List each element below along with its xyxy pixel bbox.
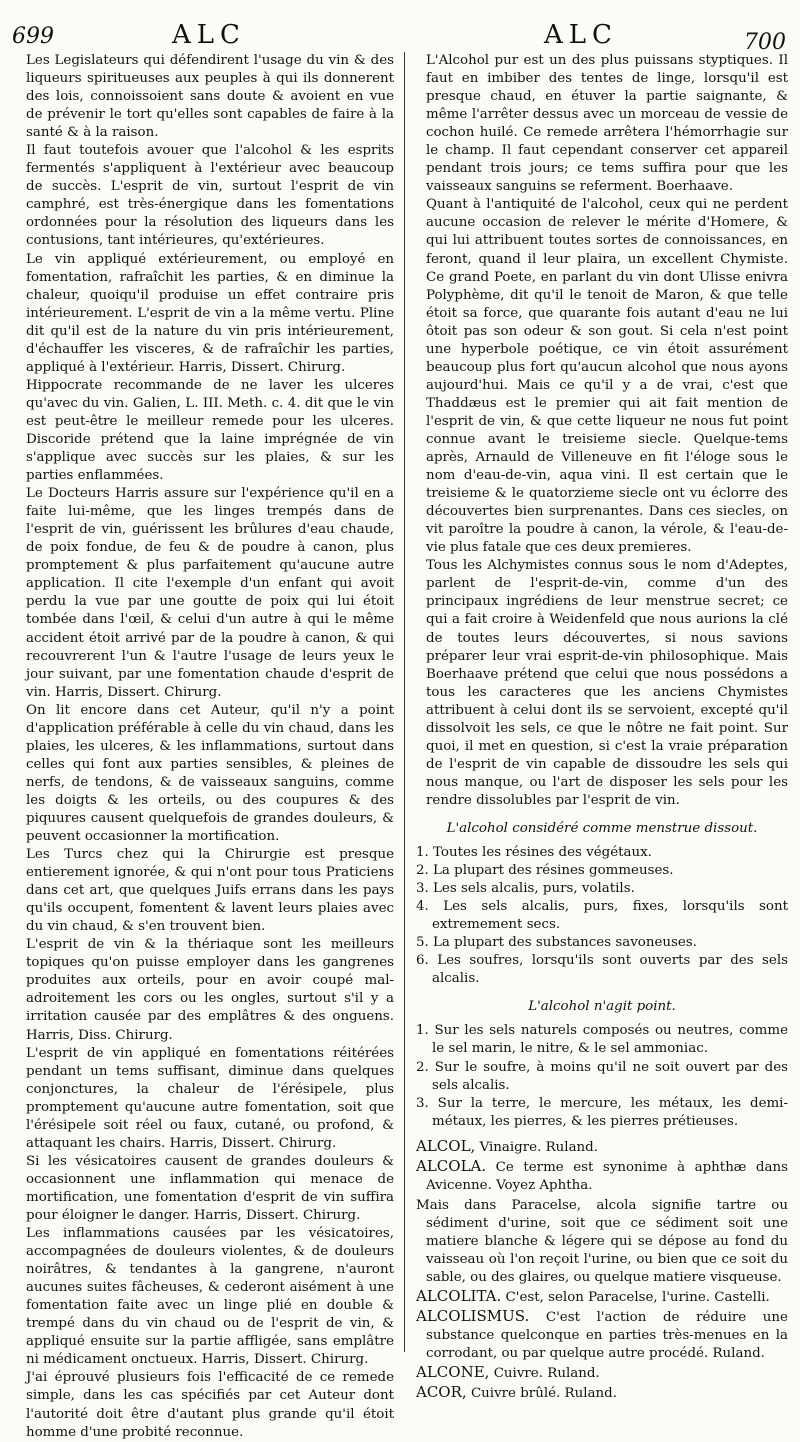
paragraph: Le Docteurs Harris assure sur l'expérience qu'il en a faite lui-même, que les linges trempés dans de l'esprit de vin, guérissent les brûlures d'eau chaude, de poix fondue, de feu & de poudre à canon, plus promptement & plus parfaitement qu'aucune autre application. Il cite l'exemple d'un enfant qui avoit perdu la vue par une goutte de poix qui lui étoit tombée dans l'œil, & celui d'un autre à qui le même accident étoit arrivé par de la poudre à canon, & qui recouvrerent l'un & l'autre l'usage de leurs yeux le jour suivant, par une fomentation chaude d'esprit de vin. Harris, Dissert. Chirurg.: [26, 486, 394, 700]
page-number-right: 700: [744, 30, 786, 55]
dictionary-entry: [416, 1137, 788, 1157]
entry-term: ALCONE,: [416, 1363, 490, 1382]
entry-term: ACOR,: [416, 1383, 467, 1402]
list-item: 4. Les sels alcalis, purs, fixes, lorsqu'ils sont extremement secs.: [416, 899, 788, 933]
dictionary-entry: [416, 1195, 788, 1287]
entry-text: Vinaigre. Ruland.: [479, 1139, 599, 1155]
paragraph: Les Turcs chez qui la Chirurgie est presque entierement ignorée, & qui n'ont pour tous Praticiens dans cet art, que quelques Juifs errans dans les pays qu'ils occupent, fomentent & lavent leurs plaies avec du vin chaud, & s'en trouvent bien.: [26, 847, 394, 935]
entry-text: Ce terme est synonime à aphthæ dans Avicenne. Voyez Aphtha.: [426, 1159, 788, 1193]
entry-text: Cuivre brûlé. Ruland.: [470, 1386, 617, 1402]
paragraph: Les inflammations causées par les vésicatoires, accompagnées de douleurs violentes, & de douleurs noirâtres, & tendantes à la gangrene, n'auront aucunes suites fâcheuses, & cederont aisément à une fomentation faite avec un linge plié en double & trempé dans du vin chaud ou de l'esprit de vin, & appliqué ensuite sur la partie affligée, sans emplâtre ni médicament onctueux. Harris, Dissert. Chirurg.: [26, 1226, 394, 1368]
non-agit-list: [416, 1022, 788, 1130]
list-item: 1. Toutes les résines des végétaux.: [416, 845, 652, 861]
entry-text: C'est l'action de réduire une substance quelconque en parties très-menues en la corrodant, ou par quelque autre procédé. Ruland.: [426, 1310, 788, 1362]
menstrue-list: [416, 844, 788, 988]
list-item: 2. La plupart des résines gommeuses.: [416, 863, 674, 879]
right-column: [416, 52, 788, 1403]
list-item: 1. Sur les sels naturels composés ou neutres, comme le sel marin, le nitre, & le sel ammoniac.: [416, 1023, 788, 1057]
entry-term: ALCOLA.: [416, 1156, 487, 1175]
dictionary-entry: [416, 1307, 788, 1363]
entry-text: Cuivre. Ruland.: [493, 1366, 600, 1382]
paragraph: Hippocrate recommande de ne laver les ulceres qu'avec du vin. Galien, L. III. Meth. c. 4. dit que le vin est peut-être le meilleur remede pour les ulceres. Discoride prétend que la laine imprégnée de vin s'applique avec succès sur les plaies, & sur les parties enflammées.: [26, 377, 394, 484]
left-column: [16, 52, 394, 1442]
dictionary-entry: [416, 1157, 788, 1195]
list-item: 6. Les soufres, lorsqu'ils sont ouverts par des sels alcalis.: [416, 953, 788, 987]
dictionary-entry: [416, 1383, 788, 1403]
paragraph: J'ai éprouvé plusieurs fois l'efficacité de ce remede simple, dans les cas spécifiés par cet Auteur dont l'autorité doit être d'autant plus grande qu'il étoit homme d'une probité reconnue.: [26, 1370, 394, 1440]
entry-term: ALCOLITA.: [416, 1287, 502, 1306]
entry-term: ALCOL,: [416, 1136, 476, 1155]
entry-text: Mais dans Paracelse, alcola signifie tartre ou sédiment d'urine, soit que ce sédiment soit une matiere blanche & légere qui se dépose au fond du vaisseau où l'on reçoit l'urine, ou bien que ce soit du sable, ou des glaires, ou quelque matiere visqueuse.: [416, 1197, 788, 1286]
non-agit-heading: L'alcohol n'agit point.: [528, 999, 676, 1015]
paragraph: L'Alcohol pur est un des plus puissans styptiques. Il faut en imbiber des tentes de linge, lorsqu'il est presque chaud, en étuver la partie saignante, & même l'arrêter dessus avec un morceau de vessie de cochon huilé. Ce remede arrêtera l'hémorrhagie sur le champ. Il faut cependant conserver cet appareil pendant trois jours; ce tems suffira pour que les vaisseaux sanguins se referment. Boerhaave.: [426, 53, 788, 195]
paragraph: L'esprit de vin appliqué en fomentations réitérées pendant un tems suffisant, diminue dans quelques conjonctures, la chaleur de l'érésipele, plus promptement qu'aucune autre fomentation, soit que l'érésipele soit réel ou faux, cutané, ou profond, & attaquant les chairs. Harris, Dissert. Chirurg.: [26, 1045, 394, 1151]
list-item: 3. Les sels alcalis, purs, volatils.: [416, 881, 635, 897]
running-head-left: ALC: [172, 20, 246, 50]
entry-term: ALCOLISMUS.: [416, 1307, 530, 1326]
paragraph: L'esprit de vin & la thériaque sont les meilleurs topiques qu'on puisse employer dans les gangrenes produites aux orteils, pour en avoir coupé mal-adroitement les cors ou les ongles, surtout s'il y a irritation causée par des emplâtres & des onguens. Harris, Diss. Chirurg.: [26, 937, 394, 1043]
list-item: 5. La plupart des substances savoneuses.: [416, 935, 697, 951]
page-header: [0, 0, 800, 55]
paragraph: Les Legislateurs qui défendirent l'usage du vin & des liqueurs spiritueuses aux peuples à qui ils donnerent des lois, connoissoient sans doute & avoient en vue de prévenir le tort qu'elles sont capables de faire à la santé & à la raison.: [26, 53, 394, 141]
running-head-right: ALC: [544, 20, 618, 50]
paragraph: Tous les Alchymistes connus sous le nom d'Adeptes, parlent de l'esprit-de-vin, comme d'un des principaux ingrédiens de leur menstrue secret; ce qui a fait croire à Weidenfeld que nous aurions la clé de toutes leurs découvertes, si nous savions préparer leur vrai esprit-de-vin philosophique. Mais Boerhaave prétend que celui que nous possédons a tous les caracteres que les anciens Chymistes attribuent à celui dont ils se servoient, excepté qu'il dissolvoit les sels, ce que le nôtre ne fait point. Sur quoi, il met en question, si c'est la vraie préparation de l'esprit de vin capable de dissoudre les sels qui nous manque, ou l'art de disposer les sels pour les rendre dissolubles par l'esprit de vin.: [426, 558, 788, 808]
entry-text: C'est, selon Paracelse, l'urine. Castelli.: [505, 1290, 770, 1306]
dictionary-entry: [416, 1363, 788, 1383]
page-number-left: 699: [12, 24, 54, 49]
paragraph: On lit encore dans cet Auteur, qu'il n'y a point d'application préférable à celle du vin chaud, dans les plaies, les ulceres, & les inflammations, surtout dans celles qui font aux parties sensibles, & pleines de nerfs, de tendons, & de vaisseaux sanguins, comme les doigts & les orteils, ou des coupures & des piquures causent quelquefois de grandes douleurs, & peuvent occasionner la mortification.: [26, 702, 394, 845]
paragraph: Si les vésicatoires causent de grandes douleurs & occasionnent une inflammation qui menace de mortification, une fomentation d'esprit de vin suffira pour éloigner le danger. Harris, Dissert. Chirurg.: [26, 1153, 394, 1223]
dictionary-entry: [416, 1287, 788, 1307]
paragraph: Le vin appliqué extérieurement, ou employé en fomentation, rafraîchit les parties, & en diminue la chaleur, quoiqu'il produise un effet contraire pris intérieurement. L'esprit de vin a la même vertu. Pline dit qu'il est de la nature du vin pris intérieurement, d'échauffer les visceres, & de rafraîchir les parties, appliqué à l'extérieur. Harris, Dissert. Chirurg.: [26, 251, 394, 375]
list-item: 2. Sur le soufre, à moins qu'il ne soit ouvert par des sels alcalis.: [416, 1059, 788, 1093]
list-item: 3. Sur la terre, le mercure, les métaux, les demi-métaux, les pierres, & les pierres prétieuses.: [416, 1095, 788, 1129]
paragraph: Quant à l'antiquité de l'alcohol, ceux qui ne perdent aucune occasion de relever le mérite d'Homere, & qui lui attribuent toutes sortes de connoissances, en feront, quand il leur plaira, un excellent Chymiste. Ce grand Poete, en parlant du vin dont Ulisse enivra Polyphème, dit qu'il le tenoit de Maron, & que telle étoit sa force, que quarante fois autant d'eau ne lui ôtoit pas son odeur & son gout. Si cela n'est point une hyperbole poétique, ce vin étoit assurément beaucoup plus fort qu'aucun alcohol que nous ayons aujourd'hui. Mais ce qu'il y a de vrai, c'est que Thaddæus est le premier qui ait fait mention de l'esprit de vin, & que cette liqueur ne nous fut point connue avant le treisieme siecle. Quelque-tems après, Arnauld de Villeneuve en fit l'éloge sous le nom d'eau-de-vin, aqua vini. Il est certain que le treisieme & le quatorzieme siecle ont vu éclorre des découvertes bien surprenantes. Dans ces siecles, on vit paroître la poudre à canon, la vérole, & l'eau-de-vie plus fatale que ces deux premieres.: [426, 197, 788, 556]
paragraph: Il faut toutefois avouer que l'alcohol & les esprits fermentés s'appliquent à l'extérieur avec beaucoup de succès. L'esprit de vin, surtout l'esprit de vin camphré, est très-énergique dans les fomentations ordonnées pour la résolution des liqueurs dans les contusions, tant intérieures, qu'extérieures.: [26, 143, 394, 249]
menstrue-heading: L'alcohol considéré comme menstrue dissout.: [446, 820, 758, 836]
column-divider: [404, 52, 405, 1352]
